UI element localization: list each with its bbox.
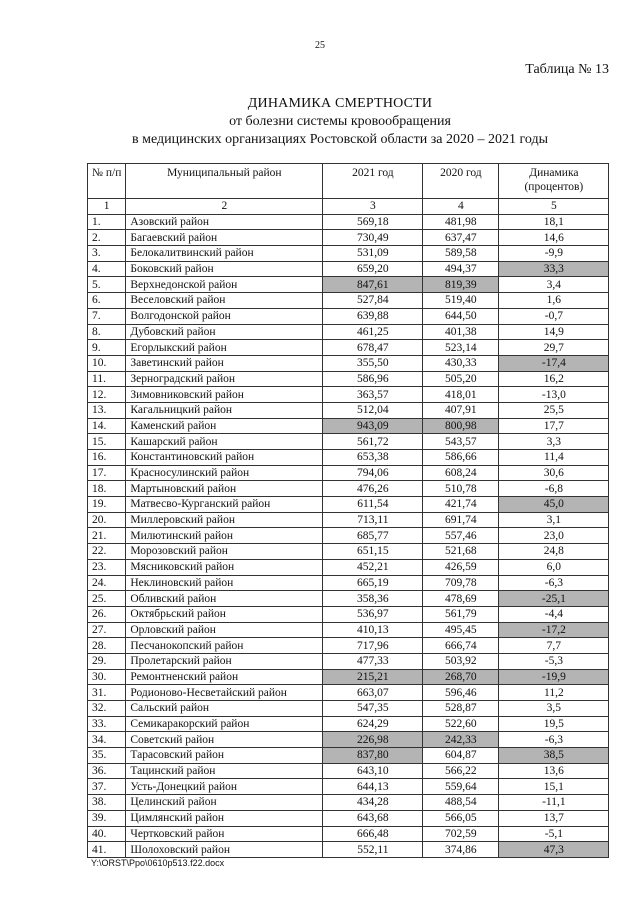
- row-number: 29.: [88, 653, 126, 669]
- value-2020: 604,87: [423, 748, 499, 764]
- district-name: Зимовниковский район: [126, 387, 323, 403]
- value-2021: 531,09: [323, 246, 423, 262]
- value-2020: 637,47: [423, 230, 499, 246]
- dynamics-value: 13,6: [499, 763, 609, 779]
- dynamics-value: -6,3: [499, 575, 609, 591]
- table-row: [88, 701, 609, 717]
- value-2021: 624,29: [323, 716, 423, 732]
- dynamics-value: 3,3: [499, 434, 609, 450]
- dynamics-value: 33,3: [499, 261, 609, 277]
- district-name: Советский район: [126, 732, 323, 748]
- value-2020: 522,60: [423, 716, 499, 732]
- row-number: 25.: [88, 591, 126, 607]
- value-2020: 426,59: [423, 559, 499, 575]
- table-row: [88, 842, 609, 858]
- table-row: [88, 606, 609, 622]
- page-number: 25: [315, 40, 325, 51]
- value-2021: 434,28: [323, 795, 423, 811]
- value-2020: 407,91: [423, 402, 499, 418]
- district-name: Дубовский район: [126, 324, 323, 340]
- header-num: № п/п: [88, 164, 126, 199]
- district-name: Орловский район: [126, 622, 323, 638]
- value-2020: 589,58: [423, 246, 499, 262]
- district-name: Неклиновский район: [126, 575, 323, 591]
- header-name: Муниципальный район: [126, 164, 323, 199]
- value-2021: 569,18: [323, 214, 423, 230]
- district-name: Заветинский район: [126, 355, 323, 371]
- value-2021: 561,72: [323, 434, 423, 450]
- title-line-2: от болезни системы кровообращения: [229, 114, 451, 129]
- table-row: [88, 512, 609, 528]
- dynamics-value: 7,7: [499, 638, 609, 654]
- row-number: 2.: [88, 230, 126, 246]
- row-number: 6.: [88, 293, 126, 309]
- dynamics-value: 24,8: [499, 544, 609, 560]
- dynamics-value: 15,1: [499, 779, 609, 795]
- district-name: Верхнедонской район: [126, 277, 323, 293]
- value-2020: 586,66: [423, 450, 499, 466]
- row-number: 17.: [88, 465, 126, 481]
- value-2021: 363,57: [323, 387, 423, 403]
- table-row: [88, 293, 609, 309]
- value-2021: 477,33: [323, 653, 423, 669]
- district-name: Тарасовский район: [126, 748, 323, 764]
- value-2020: 521,68: [423, 544, 499, 560]
- district-name: Красносулинский район: [126, 465, 323, 481]
- file-path-footer: Y:\ORST\Ppo\0610p513.f22.docx: [91, 858, 225, 868]
- row-number: 13.: [88, 402, 126, 418]
- row-number: 26.: [88, 606, 126, 622]
- district-name: Кагальницкий район: [126, 402, 323, 418]
- value-2021: 685,77: [323, 528, 423, 544]
- header-2020: 2020 год: [423, 164, 499, 199]
- value-2020: 481,98: [423, 214, 499, 230]
- row-number: 32.: [88, 701, 126, 717]
- district-name: Миллеровский район: [126, 512, 323, 528]
- row-number: 10.: [88, 355, 126, 371]
- row-number: 16.: [88, 450, 126, 466]
- column-numbers-row: [88, 199, 609, 215]
- value-2020: 709,78: [423, 575, 499, 591]
- table-row: [88, 716, 609, 732]
- value-2020: 819,39: [423, 277, 499, 293]
- row-number: 22.: [88, 544, 126, 560]
- row-number: 37.: [88, 779, 126, 795]
- table-row: [88, 810, 609, 826]
- table-row: [88, 779, 609, 795]
- value-2020: 478,69: [423, 591, 499, 607]
- table-row: [88, 591, 609, 607]
- district-name: Багаевский район: [126, 230, 323, 246]
- table-row: [88, 795, 609, 811]
- value-2020: 503,92: [423, 653, 499, 669]
- row-number: 38.: [88, 795, 126, 811]
- district-name: Матвесво-Курганский район: [126, 497, 323, 513]
- dynamics-value: -5,3: [499, 653, 609, 669]
- value-2021: 659,20: [323, 261, 423, 277]
- dynamics-value: 19,5: [499, 716, 609, 732]
- value-2021: 653,38: [323, 450, 423, 466]
- table-row: [88, 763, 609, 779]
- value-2020: 510,78: [423, 481, 499, 497]
- row-number: 12.: [88, 387, 126, 403]
- column-number: 5: [499, 199, 609, 215]
- value-2021: 943,09: [323, 418, 423, 434]
- table-row: [88, 418, 609, 434]
- district-name: Сальский район: [126, 701, 323, 717]
- table-row: [88, 230, 609, 246]
- value-2020: 242,33: [423, 732, 499, 748]
- table-row: [88, 544, 609, 560]
- title-line-1: ДИНАМИКА СМЕРТНОСТИ: [247, 96, 433, 111]
- value-2020: 559,64: [423, 779, 499, 795]
- dynamics-value: -19,9: [499, 669, 609, 685]
- table-row: [88, 481, 609, 497]
- value-2021: 665,19: [323, 575, 423, 591]
- table-row: [88, 277, 609, 293]
- value-2021: 527,84: [323, 293, 423, 309]
- column-number: 3: [323, 199, 423, 215]
- value-2020: 268,70: [423, 669, 499, 685]
- value-2020: 421,74: [423, 497, 499, 513]
- value-2020: 488,54: [423, 795, 499, 811]
- row-number: 28.: [88, 638, 126, 654]
- row-number: 18.: [88, 481, 126, 497]
- dynamics-value: -17,4: [499, 355, 609, 371]
- header-row: [88, 164, 609, 199]
- table-row: [88, 575, 609, 591]
- value-2021: 586,96: [323, 371, 423, 387]
- dynamics-value: 47,3: [499, 842, 609, 858]
- value-2021: 666,48: [323, 826, 423, 842]
- dynamics-value: 14,9: [499, 324, 609, 340]
- value-2020: 557,46: [423, 528, 499, 544]
- row-number: 34.: [88, 732, 126, 748]
- row-number: 35.: [88, 748, 126, 764]
- value-2020: 543,57: [423, 434, 499, 450]
- district-name: Константиновский район: [126, 450, 323, 466]
- value-2021: 452,21: [323, 559, 423, 575]
- table-row: [88, 497, 609, 513]
- district-name: Веселовский район: [126, 293, 323, 309]
- row-number: 7.: [88, 308, 126, 324]
- value-2021: 461,25: [323, 324, 423, 340]
- value-2021: 226,98: [323, 732, 423, 748]
- table-row: [88, 387, 609, 403]
- district-name: Волгодонской район: [126, 308, 323, 324]
- dynamics-value: -6,3: [499, 732, 609, 748]
- value-2020: 505,20: [423, 371, 499, 387]
- table-label: Таблица № 13: [525, 62, 609, 77]
- value-2020: 401,38: [423, 324, 499, 340]
- value-2021: 730,49: [323, 230, 423, 246]
- header-dynamics: Динамика (процентов): [499, 164, 609, 199]
- district-name: Усть-Донецкий район: [126, 779, 323, 795]
- table-row: [88, 465, 609, 481]
- value-2020: 519,40: [423, 293, 499, 309]
- row-number: 31.: [88, 685, 126, 701]
- table-row: [88, 355, 609, 371]
- district-name: Цимлянский район: [126, 810, 323, 826]
- value-2020: 430,33: [423, 355, 499, 371]
- dynamics-value: 11,2: [499, 685, 609, 701]
- value-2021: 663,07: [323, 685, 423, 701]
- row-number: 8.: [88, 324, 126, 340]
- row-number: 1.: [88, 214, 126, 230]
- district-name: Морозовский район: [126, 544, 323, 560]
- district-name: Чертковский район: [126, 826, 323, 842]
- value-2021: 476,26: [323, 481, 423, 497]
- value-2020: 566,22: [423, 763, 499, 779]
- dynamics-value: -11,1: [499, 795, 609, 811]
- dynamics-value: 14,6: [499, 230, 609, 246]
- value-2020: 566,05: [423, 810, 499, 826]
- value-2020: 596,46: [423, 685, 499, 701]
- district-name: Шолоховский район: [126, 842, 323, 858]
- district-name: Целинский район: [126, 795, 323, 811]
- row-number: 40.: [88, 826, 126, 842]
- column-number: 4: [423, 199, 499, 215]
- value-2021: 215,21: [323, 669, 423, 685]
- table-row: [88, 732, 609, 748]
- district-name: Азовский район: [126, 214, 323, 230]
- dynamics-value: 3,4: [499, 277, 609, 293]
- row-number: 5.: [88, 277, 126, 293]
- row-number: 14.: [88, 418, 126, 434]
- value-2020: 608,24: [423, 465, 499, 481]
- dynamics-value: -0,7: [499, 308, 609, 324]
- district-name: Октябрьский район: [126, 606, 323, 622]
- dynamics-value: 6,0: [499, 559, 609, 575]
- table-row: [88, 214, 609, 230]
- value-2021: 713,11: [323, 512, 423, 528]
- value-2020: 495,45: [423, 622, 499, 638]
- title-line-3: в медицинских организациях Ростовской области за 2020 – 2021 годы: [131, 132, 549, 147]
- dynamics-value: -4,4: [499, 606, 609, 622]
- row-number: 33.: [88, 716, 126, 732]
- table-row: [88, 748, 609, 764]
- dynamics-value: 29,7: [499, 340, 609, 356]
- row-number: 19.: [88, 497, 126, 513]
- district-name: Песчанокопский район: [126, 638, 323, 654]
- value-2020: 494,37: [423, 261, 499, 277]
- district-name: Каменский район: [126, 418, 323, 434]
- value-2020: 523,14: [423, 340, 499, 356]
- district-name: Милютинский район: [126, 528, 323, 544]
- district-name: Зерноградский район: [126, 371, 323, 387]
- value-2020: 800,98: [423, 418, 499, 434]
- dynamics-value: 23,0: [499, 528, 609, 544]
- dynamics-value: 13,7: [499, 810, 609, 826]
- value-2021: 410,13: [323, 622, 423, 638]
- value-2021: 678,47: [323, 340, 423, 356]
- table-body: [88, 214, 609, 857]
- value-2021: 651,15: [323, 544, 423, 560]
- row-number: 24.: [88, 575, 126, 591]
- row-number: 11.: [88, 371, 126, 387]
- row-number: 9.: [88, 340, 126, 356]
- value-2021: 536,97: [323, 606, 423, 622]
- district-name: Ремонтненский район: [126, 669, 323, 685]
- value-2021: 643,68: [323, 810, 423, 826]
- district-name: Пролетарский район: [126, 653, 323, 669]
- dynamics-value: -9,9: [499, 246, 609, 262]
- value-2020: 374,86: [423, 842, 499, 858]
- table-row: [88, 434, 609, 450]
- table-row: [88, 324, 609, 340]
- table-row: [88, 308, 609, 324]
- table-row: [88, 653, 609, 669]
- district-name: Мартыновский район: [126, 481, 323, 497]
- dynamics-value: 16,2: [499, 371, 609, 387]
- value-2021: 717,96: [323, 638, 423, 654]
- column-number: 2: [126, 199, 323, 215]
- district-name: Родионово-Несветайский район: [126, 685, 323, 701]
- value-2020: 561,79: [423, 606, 499, 622]
- dynamics-value: 45,0: [499, 497, 609, 513]
- table-row: [88, 261, 609, 277]
- dynamics-value: -13,0: [499, 387, 609, 403]
- table-row: [88, 402, 609, 418]
- table-row: [88, 622, 609, 638]
- value-2021: 639,88: [323, 308, 423, 324]
- row-number: 20.: [88, 512, 126, 528]
- value-2020: 691,74: [423, 512, 499, 528]
- value-2021: 552,11: [323, 842, 423, 858]
- district-name: Тацинский район: [126, 763, 323, 779]
- table-row: [88, 371, 609, 387]
- row-number: 30.: [88, 669, 126, 685]
- row-number: 21.: [88, 528, 126, 544]
- table-row: [88, 559, 609, 575]
- table-row: [88, 450, 609, 466]
- district-name: Боковский район: [126, 261, 323, 277]
- row-number: 36.: [88, 763, 126, 779]
- value-2020: 666,74: [423, 638, 499, 654]
- dynamics-value: 30,6: [499, 465, 609, 481]
- column-number: 1: [88, 199, 126, 215]
- value-2020: 644,50: [423, 308, 499, 324]
- row-number: 23.: [88, 559, 126, 575]
- document-title: [40, 95, 640, 149]
- dynamics-value: -17,2: [499, 622, 609, 638]
- table-row: [88, 685, 609, 701]
- dynamics-value: 11,4: [499, 450, 609, 466]
- dynamics-value: -6,8: [499, 481, 609, 497]
- value-2021: 847,61: [323, 277, 423, 293]
- row-number: 41.: [88, 842, 126, 858]
- dynamics-value: 3,5: [499, 701, 609, 717]
- row-number: 39.: [88, 810, 126, 826]
- district-name: Обливский район: [126, 591, 323, 607]
- row-number: 4.: [88, 261, 126, 277]
- dynamics-value: 38,5: [499, 748, 609, 764]
- district-name: Белокалитвинский район: [126, 246, 323, 262]
- value-2021: 547,35: [323, 701, 423, 717]
- row-number: 27.: [88, 622, 126, 638]
- dynamics-value: -5,1: [499, 826, 609, 842]
- header-2021: 2021 год: [323, 164, 423, 199]
- table-row: [88, 528, 609, 544]
- dynamics-value: 18,1: [499, 214, 609, 230]
- row-number: 15.: [88, 434, 126, 450]
- dynamics-value: -25,1: [499, 591, 609, 607]
- dynamics-value: 25,5: [499, 402, 609, 418]
- value-2021: 643,10: [323, 763, 423, 779]
- value-2021: 355,50: [323, 355, 423, 371]
- value-2020: 528,87: [423, 701, 499, 717]
- value-2021: 611,54: [323, 497, 423, 513]
- value-2020: 702,59: [423, 826, 499, 842]
- district-name: Семикаракорский район: [126, 716, 323, 732]
- dynamics-value: 17,7: [499, 418, 609, 434]
- value-2020: 418,01: [423, 387, 499, 403]
- mortality-table: [87, 163, 609, 858]
- district-name: Егорлыкский район: [126, 340, 323, 356]
- value-2021: 358,36: [323, 591, 423, 607]
- table-row: [88, 669, 609, 685]
- value-2021: 794,06: [323, 465, 423, 481]
- district-name: Мясниковский район: [126, 559, 323, 575]
- dynamics-value: 3,1: [499, 512, 609, 528]
- row-number: 3.: [88, 246, 126, 262]
- dynamics-value: 1,6: [499, 293, 609, 309]
- table-row: [88, 826, 609, 842]
- value-2021: 644,13: [323, 779, 423, 795]
- district-name: Кашарский район: [126, 434, 323, 450]
- table-row: [88, 246, 609, 262]
- value-2021: 512,04: [323, 402, 423, 418]
- table-row: [88, 638, 609, 654]
- value-2021: 837,80: [323, 748, 423, 764]
- table-row: [88, 340, 609, 356]
